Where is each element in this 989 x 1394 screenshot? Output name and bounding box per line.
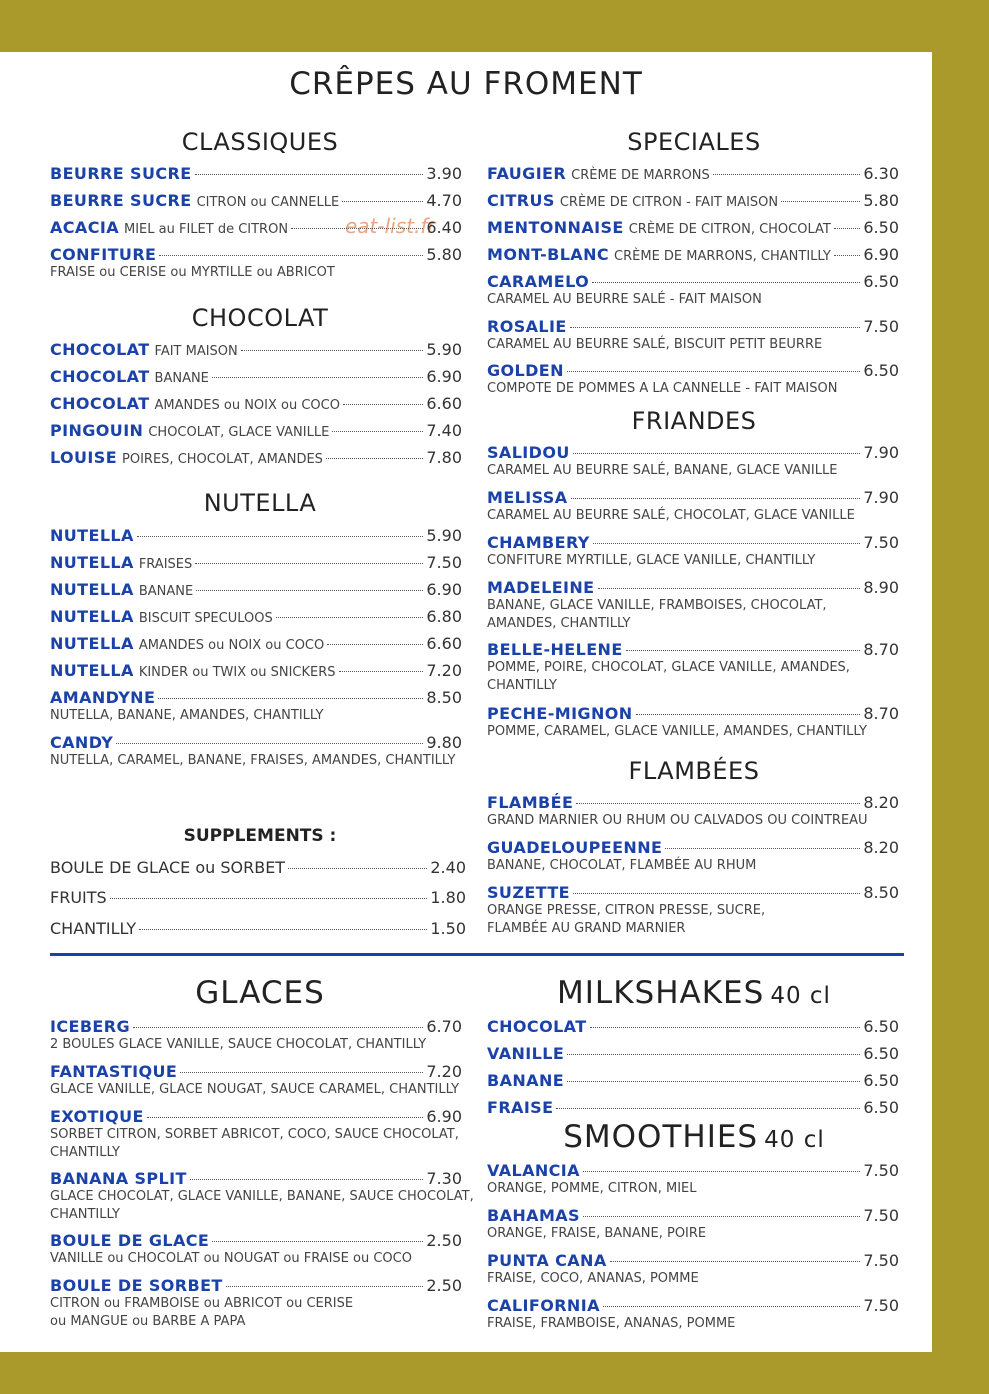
menu-item <box>487 488 899 508</box>
supplement-item <box>50 858 466 878</box>
item-ingredients: GRAND MARNIER OU RHUM OU CALVADOS OU COINTREAU <box>487 813 868 828</box>
item-description: FRAISES <box>138 557 193 572</box>
item-ingredients: ORANGE, POMME, CITRON, MIEL <box>487 1181 697 1196</box>
item-price: 9.80 <box>426 733 462 752</box>
item-description: FAIT MAISON <box>154 344 238 359</box>
menu-item <box>487 218 899 238</box>
dot-leader <box>570 327 861 328</box>
item-name: MONT-BLANC <box>487 245 610 264</box>
item-name: CHOCOLAT <box>50 340 150 359</box>
item-name: FRAISE <box>487 1098 554 1117</box>
item-price: 7.50 <box>426 553 462 572</box>
item-name: BANANE <box>487 1071 565 1090</box>
item-name: GOLDEN <box>487 361 564 380</box>
item-price: 7.50 <box>863 533 899 552</box>
item-ingredients: BANANE, CHOCOLAT, FLAMBÉE AU RHUM <box>487 858 757 873</box>
item-price: 6.50 <box>863 1044 899 1063</box>
watermark: eat-list.fr <box>345 214 436 238</box>
item-name: FAUGIER <box>487 164 567 183</box>
item-ingredients: POMME, POIRE, CHOCOLAT, GLACE VANILLE, AMANDES, <box>487 660 850 675</box>
menu-item <box>50 1231 462 1251</box>
dot-leader <box>567 1081 860 1082</box>
item-ingredients-cont: CHANTILLY <box>50 1145 120 1160</box>
dot-leader <box>195 563 423 564</box>
supplement-price: 2.40 <box>430 858 466 877</box>
menu-item <box>50 448 462 468</box>
dot-leader <box>212 377 423 378</box>
supplements-title: SUPPLEMENTS : <box>183 826 337 846</box>
item-name: CONFITURE <box>50 245 157 264</box>
item-name: SALIDOU <box>487 443 570 462</box>
item-ingredients: GLACE CHOCOLAT, GLACE VANILLE, BANANE, SAUCE CHOCOLAT, <box>50 1189 474 1204</box>
dot-leader <box>590 1027 861 1028</box>
menu-item <box>50 367 462 387</box>
dot-leader <box>576 803 860 804</box>
section-title-glaces: GLACES <box>195 975 325 1011</box>
item-ingredients: CITRON ou FRAMBOISE ou ABRICOT ou CERISE <box>50 1296 354 1311</box>
menu-item <box>487 1251 899 1271</box>
section-title-friandes: FRIANDES <box>631 407 757 435</box>
item-price: 6.50 <box>863 1071 899 1090</box>
menu-item <box>50 421 462 441</box>
item-price: 7.80 <box>426 448 462 467</box>
item-price: 8.50 <box>426 688 462 707</box>
item-description: POIRES, CHOCOLAT, AMANDES <box>122 452 323 467</box>
dot-leader <box>332 431 423 432</box>
section-title-flambees: FLAMBÉES <box>628 757 760 785</box>
item-description: CHOCOLAT, GLACE VANILLE <box>148 425 330 440</box>
supplement-name: CHANTILLY <box>50 919 137 938</box>
item-ingredients: FRAISE, COCO, ANANAS, POMME <box>487 1271 699 1286</box>
item-price: 7.30 <box>426 1169 462 1188</box>
item-price: 6.70 <box>426 1017 462 1036</box>
dot-leader <box>180 1072 423 1073</box>
item-name: CHAMBERY <box>487 533 590 552</box>
dot-leader <box>133 1027 423 1028</box>
dot-leader <box>291 228 423 229</box>
section-title-chocolat: CHOCOLAT <box>191 304 329 332</box>
menu-item <box>50 733 462 753</box>
item-name: MENTONNAISE <box>487 218 624 237</box>
dot-leader <box>592 282 860 283</box>
menu-item <box>487 317 899 337</box>
menu-item <box>50 634 462 654</box>
item-name: CHOCOLAT <box>50 394 150 413</box>
dot-leader <box>196 590 423 591</box>
dot-leader <box>636 714 861 715</box>
dot-leader <box>288 868 427 869</box>
menu-item <box>487 704 899 724</box>
item-description: CRÈME DE CITRON, CHOCOLAT <box>628 222 831 237</box>
section-title-smoothies <box>487 1119 901 1155</box>
item-name: NUTELLA <box>50 526 134 545</box>
menu-item <box>50 1276 462 1296</box>
item-name: VALANCIA <box>487 1161 580 1180</box>
supplement-name: FRUITS <box>50 888 107 907</box>
menu-item <box>487 1044 899 1064</box>
item-name: NUTELLA <box>50 580 134 599</box>
dot-leader <box>342 201 423 202</box>
item-name: BANANA SPLIT <box>50 1169 187 1188</box>
item-description: AMANDES ou NOIX ou COCO <box>138 638 325 653</box>
item-ingredients: COMPOTE DE POMMES A LA CANNELLE - FAIT MAISON <box>487 381 838 396</box>
section-title-nutella: NUTELLA <box>203 489 317 517</box>
menu-item <box>487 533 899 553</box>
item-name: LOUISE <box>50 448 118 467</box>
item-name: NUTELLA <box>50 607 134 626</box>
dot-leader <box>567 1054 860 1055</box>
item-price: 7.50 <box>863 1296 899 1315</box>
menu-item <box>50 1017 462 1037</box>
menu-item <box>487 164 899 184</box>
item-ingredients: CARAMEL AU BEURRE SALÉ, CHOCOLAT, GLACE VANILLE <box>487 508 855 523</box>
item-name: FANTASTIQUE <box>50 1062 178 1081</box>
bottom-border-band <box>0 1352 989 1394</box>
menu-item <box>487 793 899 813</box>
dot-leader <box>626 650 861 651</box>
dot-leader <box>327 644 423 645</box>
item-name: CALIFORNIA <box>487 1296 600 1315</box>
menu-item <box>487 1071 899 1091</box>
item-price: 7.90 <box>863 443 899 462</box>
item-name: MELISSA <box>487 488 568 507</box>
milkshakes-unit: 40 cl <box>770 983 831 1009</box>
item-price: 8.20 <box>863 793 899 812</box>
item-ingredients: GLACE VANILLE, GLACE NOUGAT, SAUCE CARAMEL, CHANTILLY <box>50 1082 460 1097</box>
item-price: 6.50 <box>863 361 899 380</box>
item-price: 7.90 <box>863 488 899 507</box>
dot-leader <box>110 898 428 899</box>
section-divider <box>50 953 904 956</box>
item-price: 7.50 <box>863 317 899 336</box>
item-name: CHOCOLAT <box>487 1017 587 1036</box>
item-name: CITRUS <box>487 191 555 210</box>
item-name: MADELEINE <box>487 578 595 597</box>
menu-item <box>50 164 462 184</box>
dot-leader <box>713 174 861 175</box>
section-title-speciales: SPECIALES <box>627 128 761 156</box>
menu-item <box>50 218 462 238</box>
item-description: BISCUIT SPECULOOS <box>138 611 273 626</box>
section-title-milkshakes <box>487 975 901 1011</box>
item-description: CRÈME DE MARRONS <box>571 168 710 183</box>
item-name: PUNTA CANA <box>487 1251 607 1270</box>
milkshakes-title: MILKSHAKES <box>557 975 765 1011</box>
item-price: 6.50 <box>863 1098 899 1117</box>
item-price: 6.90 <box>426 580 462 599</box>
dot-leader <box>583 1216 860 1217</box>
item-price: 8.70 <box>863 640 899 659</box>
item-price: 6.50 <box>863 1017 899 1036</box>
item-ingredients-cont: AMANDES, CHANTILLY <box>487 616 631 631</box>
item-ingredients: FRAISE, FRAMBOISE, ANANAS, POMME <box>487 1316 736 1331</box>
item-name: VANILLE <box>487 1044 565 1063</box>
item-price: 7.40 <box>426 421 462 440</box>
item-price: 6.90 <box>863 245 899 264</box>
item-ingredients: CARAMEL AU BEURRE SALÉ - FAIT MAISON <box>487 292 762 307</box>
item-name: ROSALIE <box>487 317 567 336</box>
dot-leader <box>598 588 861 589</box>
item-name: BOULE DE SORBET <box>50 1276 223 1295</box>
menu-item <box>50 688 462 708</box>
item-price: 5.90 <box>426 340 462 359</box>
item-description: CRÈME DE MARRONS, CHANTILLY <box>614 249 831 264</box>
dot-leader <box>343 404 423 405</box>
menu-item <box>487 245 899 265</box>
dot-leader <box>147 1117 423 1118</box>
item-name: BOULE DE GLACE <box>50 1231 210 1250</box>
item-name: AMANDYNE <box>50 688 156 707</box>
item-name: PINGOUIN <box>50 421 144 440</box>
supplement-price: 1.80 <box>430 888 466 907</box>
dot-leader <box>241 350 424 351</box>
dot-leader <box>571 498 861 499</box>
dot-leader <box>137 536 424 537</box>
item-description: BANANE <box>154 371 209 386</box>
dot-leader <box>326 458 423 459</box>
item-ingredients: SORBET CITRON, SORBET ABRICOT, COCO, SAUCE CHOCOLAT, <box>50 1127 459 1142</box>
item-price: 8.50 <box>863 883 899 902</box>
item-price: 6.90 <box>426 367 462 386</box>
menu-item <box>50 607 462 627</box>
dot-leader <box>139 929 427 930</box>
item-price: 7.50 <box>863 1161 899 1180</box>
item-ingredients: NUTELLA, CARAMEL, BANANE, FRAISES, AMANDES, CHANTILLY <box>50 753 456 768</box>
item-description: AMANDES ou NOIX ou COCO <box>154 398 340 413</box>
dot-leader <box>158 698 423 699</box>
item-ingredients: POMME, CARAMEL, GLACE VANILLE, AMANDES, CHANTILLY <box>487 724 867 739</box>
dot-leader <box>276 617 424 618</box>
item-ingredients: 2 BOULES GLACE VANILLE, SAUCE CHOCOLAT, CHANTILLY <box>50 1037 427 1052</box>
menu-item <box>487 1206 899 1226</box>
item-description: KINDER ou TWIX ou SNICKERS <box>138 665 336 680</box>
item-ingredients: NUTELLA, BANANE, AMANDES, CHANTILLY <box>50 708 324 723</box>
dot-leader <box>834 228 861 229</box>
top-border-band <box>0 0 989 52</box>
item-price: 7.20 <box>426 661 462 680</box>
item-price: 5.90 <box>426 526 462 545</box>
menu-item <box>487 1017 899 1037</box>
item-name: ICEBERG <box>50 1017 131 1036</box>
item-price: 4.70 <box>426 191 462 210</box>
item-price: 8.20 <box>863 838 899 857</box>
item-price: 6.30 <box>863 164 899 183</box>
item-name: NUTELLA <box>50 661 134 680</box>
dot-leader <box>116 743 423 744</box>
menu-title: CRÊPES AU FROMENT <box>289 66 643 102</box>
item-ingredients: ORANGE PRESSE, CITRON PRESSE, SUCRE, <box>487 903 766 918</box>
item-price: 8.90 <box>863 578 899 597</box>
item-ingredients: ORANGE, FRAISE, BANANE, POIRE <box>487 1226 707 1241</box>
section-title-classiques: CLASSIQUES <box>181 128 339 156</box>
dot-leader <box>212 1241 423 1242</box>
dot-leader <box>573 453 861 454</box>
item-ingredients-cont: CHANTILLY <box>487 678 557 693</box>
dot-leader <box>603 1306 861 1307</box>
item-name: BELLE-HELENE <box>487 640 623 659</box>
item-price: 6.80 <box>426 607 462 626</box>
menu-item <box>487 1098 899 1118</box>
item-description: CRÈME DE CITRON - FAIT MAISON <box>559 195 779 210</box>
item-name: BEURRE SUCRE <box>50 191 192 210</box>
item-ingredients-cont: ou MANGUE ou BARBE A PAPA <box>50 1314 246 1329</box>
menu-item <box>487 272 899 292</box>
item-ingredients: CONFITURE MYRTILLE, GLACE VANILLE, CHANTILLY <box>487 553 816 568</box>
menu-item <box>487 191 899 211</box>
menu-item <box>50 553 462 573</box>
item-price: 7.50 <box>863 1251 899 1270</box>
menu-item <box>487 1296 899 1316</box>
menu-item <box>487 1161 899 1181</box>
item-ingredients: VANILLE ou CHOCOLAT ou NOUGAT ou FRAISE ou COCO <box>50 1251 412 1266</box>
item-price: 7.50 <box>863 1206 899 1225</box>
dot-leader <box>195 174 424 175</box>
item-ingredients: FRAISE ou CERISE ou MYRTILLE ou ABRICOT <box>50 265 335 280</box>
dot-leader <box>226 1286 424 1287</box>
dot-leader <box>665 848 860 849</box>
item-name: ACACIA <box>50 218 119 237</box>
item-description: BANANE <box>138 584 194 599</box>
dot-leader <box>159 255 423 256</box>
item-name: SUZETTE <box>487 883 570 902</box>
menu-item <box>50 1169 462 1189</box>
item-ingredients: BANANE, GLACE VANILLE, FRAMBOISES, CHOCOLAT, <box>487 598 827 613</box>
item-ingredients: CARAMEL AU BEURRE SALÉ, BANANE, GLACE VANILLE <box>487 463 838 478</box>
menu-item <box>487 640 899 660</box>
item-description: CITRON ou CANNELLE <box>196 195 340 210</box>
item-price: 8.70 <box>863 704 899 723</box>
menu-item <box>50 1107 462 1127</box>
item-description: MIEL au FILET de CITRON <box>124 222 289 237</box>
item-name: CANDY <box>50 733 114 752</box>
item-name: BEURRE SUCRE <box>50 164 192 183</box>
dot-leader <box>593 543 861 544</box>
menu-item <box>50 340 462 360</box>
dot-leader <box>190 1179 424 1180</box>
supplement-item <box>50 919 466 939</box>
smoothies-title: SMOOTHIES <box>563 1119 759 1155</box>
menu-item <box>50 245 462 265</box>
menu-item <box>50 394 462 414</box>
item-name: EXOTIQUE <box>50 1107 144 1126</box>
menu-item <box>50 580 462 600</box>
smoothies-unit: 40 cl <box>764 1127 825 1153</box>
item-price: 6.50 <box>863 218 899 237</box>
item-price: 6.60 <box>426 634 462 653</box>
menu-item <box>487 443 899 463</box>
item-name: GUADELOUPEENNE <box>487 838 663 857</box>
supplement-name: BOULE DE GLACE ou SORBET <box>50 858 286 877</box>
right-border-band <box>932 0 989 1394</box>
item-price: 6.50 <box>863 272 899 291</box>
menu-item <box>50 1062 462 1082</box>
dot-leader <box>573 893 860 894</box>
dot-leader <box>583 1171 860 1172</box>
item-ingredients-cont: FLAMBÉE AU GRAND MARNIER <box>487 921 686 936</box>
item-price: 6.90 <box>426 1107 462 1126</box>
item-name: BAHAMAS <box>487 1206 580 1225</box>
item-name: FLAMBÉE <box>487 793 574 812</box>
dot-leader <box>556 1108 860 1109</box>
item-ingredients: CARAMEL AU BEURRE SALÉ, BISCUIT PETIT BEURRE <box>487 337 823 352</box>
item-price: 2.50 <box>426 1231 462 1250</box>
menu-item <box>50 191 462 211</box>
item-price: 5.80 <box>863 191 899 210</box>
item-name: PECHE-MIGNON <box>487 704 633 723</box>
dot-leader <box>610 1261 861 1262</box>
item-ingredients-cont: CHANTILLY <box>50 1207 120 1222</box>
menu-item <box>487 361 899 381</box>
item-price: 5.80 <box>426 245 462 264</box>
item-name: CARAMELO <box>487 272 590 291</box>
menu-item <box>487 838 899 858</box>
item-name: NUTELLA <box>50 553 134 572</box>
menu-item <box>50 526 462 546</box>
menu-item <box>50 661 462 681</box>
supplement-price: 1.50 <box>430 919 466 938</box>
item-name: NUTELLA <box>50 634 134 653</box>
dot-leader <box>834 255 861 256</box>
dot-leader <box>781 201 860 202</box>
menu-item <box>487 578 899 598</box>
supplement-item <box>50 888 466 908</box>
item-price: 3.90 <box>426 164 462 183</box>
dot-leader <box>567 371 860 372</box>
item-price: 7.20 <box>426 1062 462 1081</box>
item-price: 6.40 <box>426 218 462 237</box>
item-name: CHOCOLAT <box>50 367 150 386</box>
menu-item <box>487 883 899 903</box>
item-price: 2.50 <box>426 1276 462 1295</box>
item-price: 6.60 <box>426 394 462 413</box>
dot-leader <box>339 671 424 672</box>
